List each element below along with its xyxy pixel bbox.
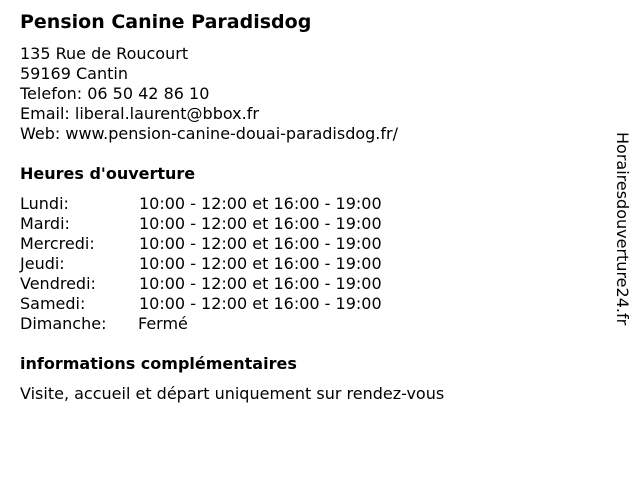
hours-row-monday bbox=[20, 194, 440, 214]
hours-row-friday bbox=[20, 274, 440, 294]
hours-row-saturday bbox=[20, 294, 440, 314]
hours-row-thursday bbox=[20, 254, 440, 274]
additional-info-text: Visite, accueil et départ uniquement sur rendez-vous bbox=[20, 384, 445, 403]
time-value: Fermé bbox=[138, 314, 188, 333]
time-value: 10:00 - 12:00 et 16:00 - 19:00 bbox=[139, 194, 382, 213]
time-value: 10:00 - 12:00 et 16:00 - 19:00 bbox=[139, 274, 382, 293]
page-title: Pension Canine Paradisdog bbox=[20, 11, 312, 33]
time-value: 10:00 - 12:00 et 16:00 - 19:00 bbox=[139, 234, 382, 253]
hours-row-tuesday bbox=[20, 214, 440, 234]
day-label: Vendredi: bbox=[20, 274, 96, 293]
time-value: 10:00 - 12:00 et 16:00 - 19:00 bbox=[139, 294, 382, 313]
day-label: Samedi: bbox=[20, 294, 86, 313]
opening-hours-table bbox=[20, 194, 440, 334]
street-address: 135 Rue de Roucourt bbox=[20, 44, 189, 63]
day-label: Dimanche: bbox=[20, 314, 107, 333]
website-address: Web: www.pension-canine-douai-paradisdog.fr/ bbox=[20, 124, 398, 143]
phone-number: Telefon: 06 50 42 86 10 bbox=[20, 84, 210, 103]
day-label: Lundi: bbox=[20, 194, 69, 213]
additional-info-heading: informations complémentaires bbox=[20, 354, 297, 373]
day-label: Mardi: bbox=[20, 214, 70, 233]
city-postcode: 59169 Cantin bbox=[20, 64, 128, 83]
email-address: Email: liberal.laurent@bbox.fr bbox=[20, 104, 259, 123]
watermark-brand: Horairesdouverture24.fr bbox=[613, 132, 632, 326]
day-label: Mercredi: bbox=[20, 234, 95, 253]
time-value: 10:00 - 12:00 et 16:00 - 19:00 bbox=[139, 214, 382, 233]
opening-hours-heading: Heures d'ouverture bbox=[20, 164, 196, 183]
hours-row-sunday bbox=[20, 314, 440, 334]
time-value: 10:00 - 12:00 et 16:00 - 19:00 bbox=[139, 254, 382, 273]
hours-row-wednesday bbox=[20, 234, 440, 254]
day-label: Jeudi: bbox=[20, 254, 65, 273]
contact-block bbox=[20, 44, 398, 144]
